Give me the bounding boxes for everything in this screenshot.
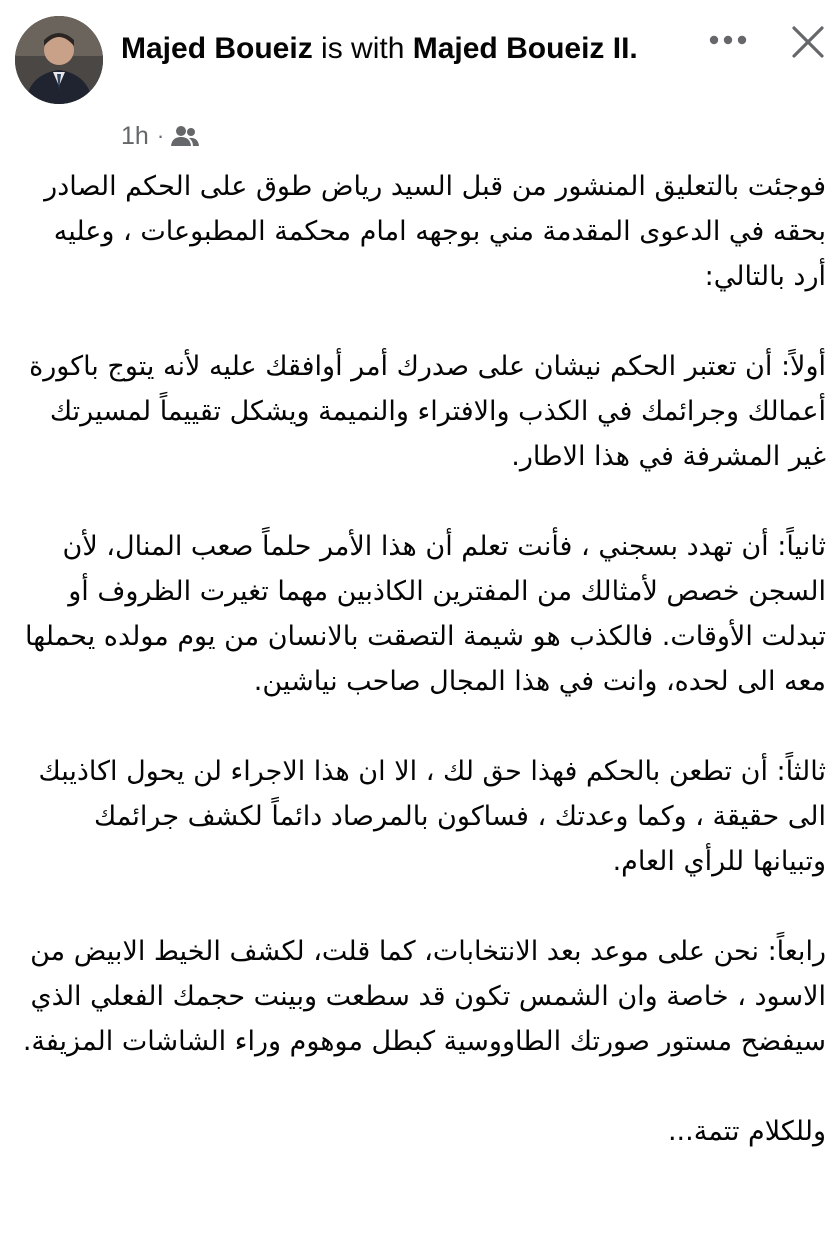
meta-separator: · [156,123,165,148]
with-text: is with [312,32,413,65]
close-button[interactable] [786,20,830,64]
more-options-button[interactable] [706,22,750,58]
post-paragraph-intro: فوجئت بالتعليق المنشور من قبل السيد رياض طوق على الحكم الصادر بحقه في الدعوى المقدمة مني بوجهه امام محكمة المطبوعات ، وعليه أرد بالتالي: [44,171,826,292]
post-paragraph-second: ثانياً: أن تهدد بسجني ، فأنت تعلم أن هذا الأمر حلماً صعب المنال، لأن السجن خصص لأمثالك من المفترين الكاذبين مهما تغيرت الظروف أو تبدلت الأوقات. فالكذب هو شيمة التصقت بالانسان من يوم مولده يحملها معه الى لحده، وانت في هذا المجال صاحب نياشين. [25,531,826,697]
post-paragraph-first: أولاً: أن تعتبر الحكم نيشان على صدرك أمر أوافقك عليه لأنه يتوج باكورة أعمالك وجرائمك في الكذب والافتراء والنميمة ويشكل تقييماً لمسيرتك غير المشرفة في هذا الاطار. [29,351,826,472]
post-paragraph-closing: وللكلام تتمة... [667,1116,826,1147]
tagged-user-name[interactable]: Majed Boueiz II. [412,32,638,65]
author-name[interactable]: Majed Boueiz [121,32,313,65]
post-text [14,164,826,1154]
author-line [121,26,681,72]
post-paragraph-third: ثالثاً: أن تطعن بالحكم فهذا حق لك ، الا ان هذا الاجراء لن يحول اكاذيبك الى حقيقة ، وكما وعدتك ، فساكون بالمرصاد دائماً لكشف جرائمك وتبيانها للرأي العام. [38,756,826,877]
close-icon [790,24,826,60]
friends-icon[interactable] [170,124,200,148]
post-header [0,0,840,160]
post-timestamp[interactable]: 1h [121,121,149,150]
more-horizontal-icon [708,34,748,46]
post-paragraph-fourth: رابعاً: نحن على موعد بعد الانتخابات، كما قلت، لكشف الخيط الابيض من الاسود ، خاصة وان الشمس تكون قد سطعت وبينت حجمك الفعلي الذي سيفضح مستور صورتك الطاووسية كبطل موهوم وراء الشاشات المزيفة. [22,936,826,1057]
post-meta [121,118,200,154]
author-avatar[interactable] [15,16,103,104]
avatar-photo-icon [15,16,103,104]
